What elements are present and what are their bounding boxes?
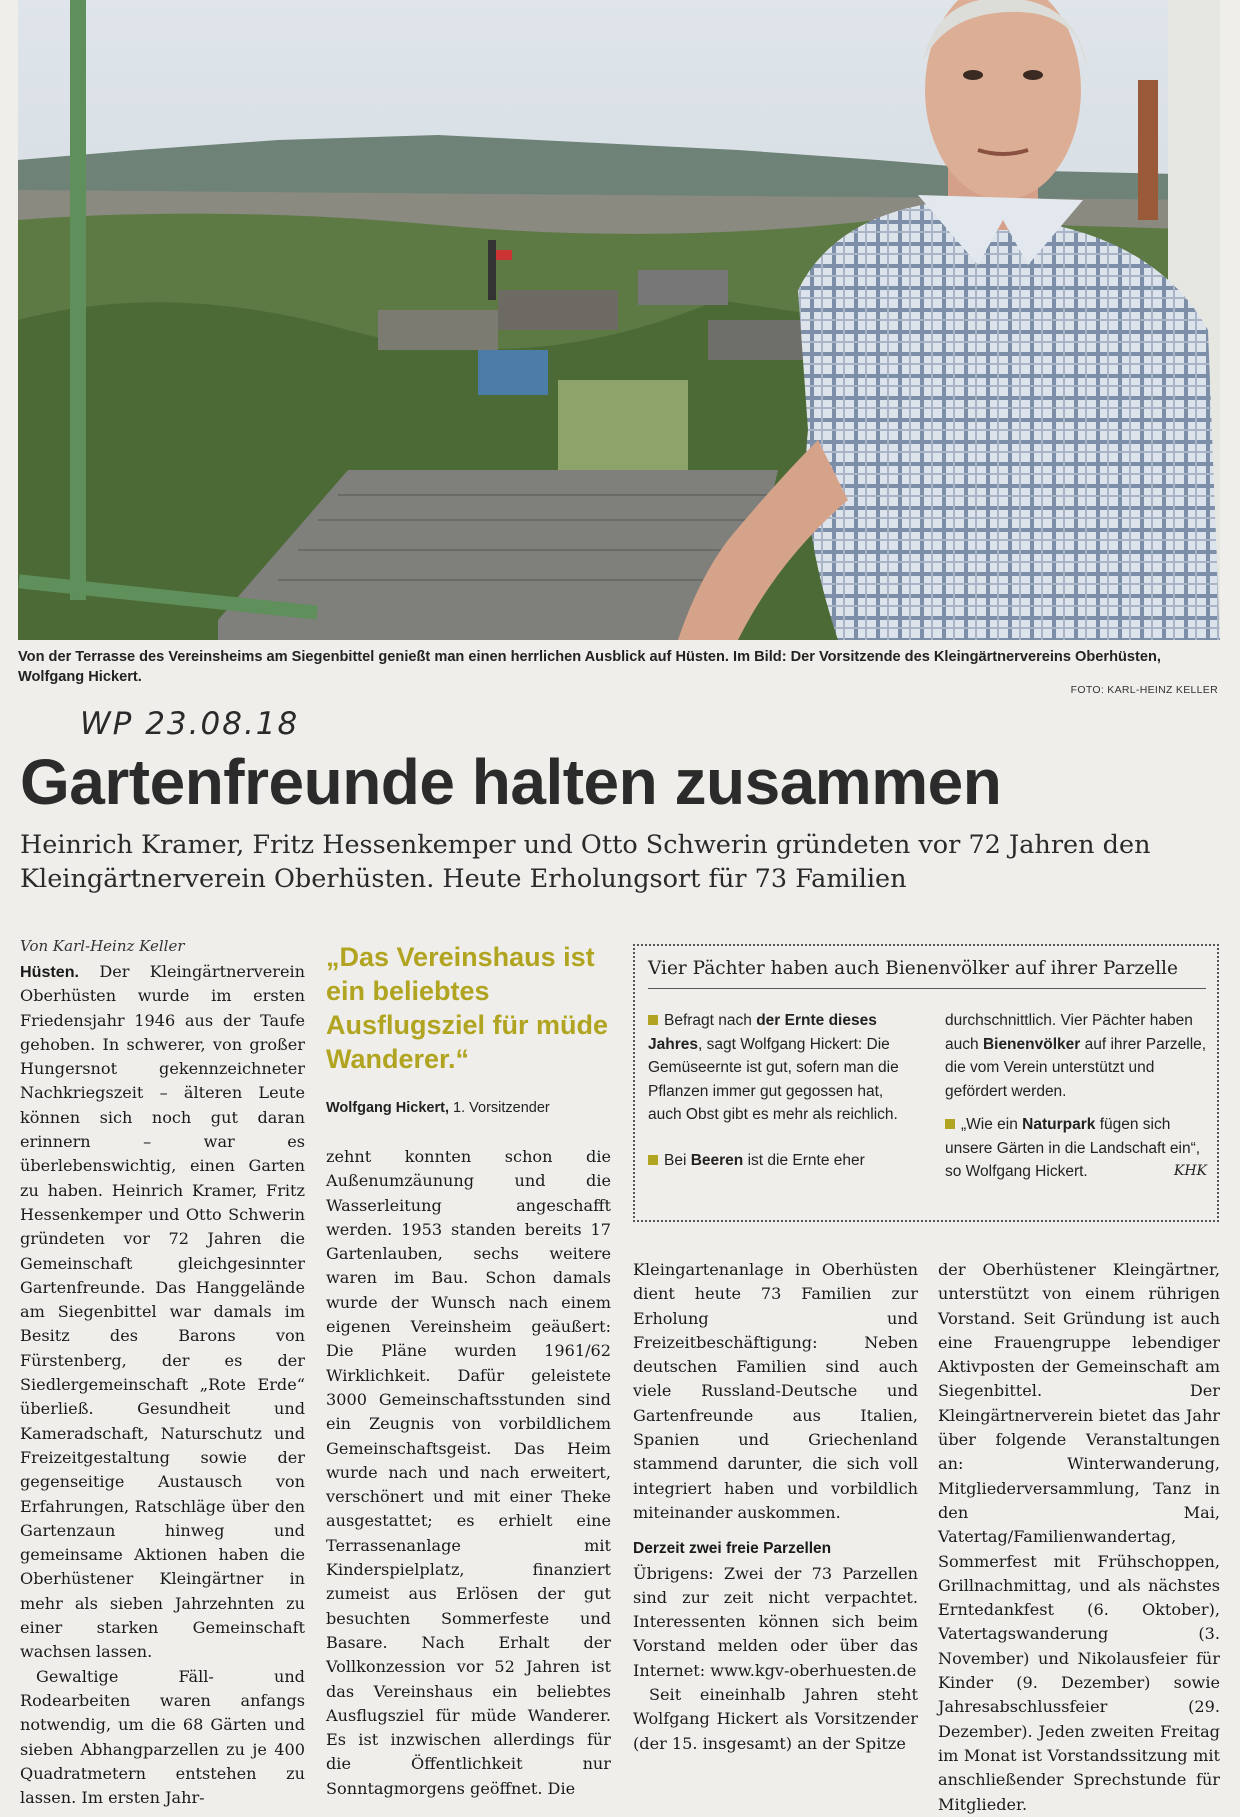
paragraph: Seit eineinhalb Jahren steht Wolfgang Hickert als Vorsitzender (der 15. insgesamt) an der Spitze [633,1685,918,1753]
info-box-right-column: durchschnittlich. Vier Pächter haben auch Bienenvölker auf ihrer Parzelle, die vom Verein unterstützt und gefördert werden. „Wie ein Naturpark fügen sich unsere Gärten in die Landschaft ein“, so Wolfgang Hickert. KHK [945,1009,1207,1184]
bullet-square-icon [648,1015,658,1025]
photo-landscape-portrait-icon [18,0,1220,640]
dateline: Hüsten. [20,963,80,981]
article-column-3 [633,1258,918,1756]
handwritten-date-note: WP 23.08.18 [80,706,300,742]
paragraph: Kleingartenanlage in Oberhüsten dient heute 73 Familien zur Erholung und Freizeitbeschäftigung: Neben deutschen Familien sind auch viele Russland-Deutsche und Gartenfreunde aus Italien, Spanien und Griechenland stammend darunter, die sich voll integriert haben und vorbildlich miteinander auskommen. [633,1260,918,1522]
paragraph: Der Kleingärtnerverein Oberhüsten wurde im ersten Friedensjahr 1946 aus der Taufe gehoben. In schwerer, von großer Hungersnot gekennzeichneter Nachkriegszeit – älteren Leute können sich noch gut daran erinnern – war es überlebenswichtig, einen Garten zu haben. Heinrich Kramer, Fritz Hessenkemper und Otto Schwerin gründeten vor 72 Jahren die Gemeinschaft gleichgesinnter Gartenfreunde. Das Hanggelände am Siegenbittel war damals im Besitz des Barons von Fürstenberg, der es der Siedlergemeinschaft „Rote Erde“ überließ. Gesundheit und Kameradschaft, Naturschutz und Freizeitgestaltung sowie der gegenseitige Austausch von Erfahrungen, Ratschläge über den Gartenzaun hinweg und gemeinsame Aktionen haben die Oberhüstener Kleingärtner in mehr als sieben Jahrzehnten zu einer starken Gemeinschaft wachsen lassen. [20,962,305,1662]
paragraph: Gewaltige Fäll- und Rodearbeiten waren anfangs notwendig, um die 68 Gärten und sieben Abhangparzellen zu je 400 Quadratmetern entstehen zu lassen. Im ersten Jahr- [20,1666,305,1808]
headline: Gartenfreunde halten zusammen [20,746,1002,818]
pull-quote: „Das Vereinshaus ist ein beliebtes Ausflugsziel für müde Wanderer.“ [326,942,609,1074]
photo-credit: FOTO: KARL-HEINZ KELLER [1070,684,1218,696]
photo-caption: Von der Terrasse des Vereinsheims am Siegenbittel genießt man einen herrlichen Ausblick auf Hüsten. Im Bild: Der Vorsitzende des Kleingärtnervereins Oberhüsten, Wolfgang Hickert. [18,649,1161,685]
article-photo [18,0,1220,640]
paragraph: zehnt konnten schon die Außenumzäunung und die Wasserleitung angeschafft werden. 1953 standen bereits 17 Gartenlauben, sechs weitere waren im Bau. Schon damals wurde der Wunsch nach einem eigenen Vereinsheim geäußert: Die Pläne wurden 1961/62 Wirklichkeit. Dafür geleistete 3000 Gemeinschaftsstunden sind ein Zeugnis von vorbildlichem Gemeinschaftsgeist. Das Heim wurde nach und nach erweitert, verschönert und mit einer Theke ausgestattet; es erhielt eine Terrassenanlage mit Kinderspielplatz, finanziert zumeist aus Erlösen der gut besuchten Sommerfeste und Basare. Nach Erhalt der Vollkonzession vor 52 Jahren ist das Vereinshaus ein beliebtes Ausflugsziel für müde Wanderer. Es ist inzwischen allerdings für die Öffentlichkeit nur Sonntagmorgens geöffnet. Die [326,1147,611,1798]
paragraph: der Oberhüstener Kleingärtner, unterstützt von einem rührigen Vorstand. Seit Gründung ist auch eine Frauengruppe lebendiger Aktivposten der Gemeinschaft am Siegenbittel. Der Kleingärtnerverein bietet das Jahr über folgende Veranstaltungen an: Winterwanderung, Mitgliederversammlung, Tanz in den Mai, Vatertag/Familienwandertag, Sommerfest mit Frühschoppen, Grillnachmittag, und als nächstes Erntedankfest (6. Oktober), Vatertagswanderung (3. November) und Nikolausfeier für Kinder (9. Dezember) sowie Jahresabschlussfeier (29. Dezember). Jeden zweiten Freitag im Monat ist Vorstandssitzung mit anschließender Sprechstunde für Mitglieder. [938,1260,1220,1814]
bullet-square-icon [648,1155,658,1165]
article-column-2 [326,1145,611,1801]
pull-quote-source [326,1100,550,1116]
article-column-4 [938,1258,1220,1817]
section-subtitle: Derzeit zwei freie Parzellen [633,1540,832,1558]
quote-role: 1. Vorsitzender [453,1100,550,1116]
bullet-square-icon [945,1119,955,1129]
info-box-divider [648,988,1206,989]
paragraph: Übrigens: Zwei der 73 Parzellen sind zur zeit nicht verpachtet. Interessenten können sich beim Vorstand melden oder über das Internet: www.kgv-oberhuesten.de [633,1563,918,1680]
subheadline: Heinrich Kramer, Fritz Hessenkemper und Otto Schwerin gründeten vor 72 Jahren den Kleingärtnerverein Oberhüsten. Heute Erholungsort für 73 Familien [20,830,1151,894]
author-byline: Von Karl-Heinz Keller [20,937,185,955]
info-box-title: Vier Pächter haben auch Bienenvölker auf ihrer Parzelle [648,958,1178,979]
quote-author: Wolfgang Hickert, [326,1100,449,1116]
author-initials: KHK [1173,1163,1207,1179]
article-column-1 [20,960,305,1810]
info-box-left-column: Befragt nach der Ernte dieses Jahres, sagt Wolfgang Hickert: Die Gemüseernte ist gut, sofern man die Pflanzen immer gut gegossen hat, auch Obst gibt es mehr als reichlich. Bei Beeren ist die Ernte eher [648,1012,899,1169]
